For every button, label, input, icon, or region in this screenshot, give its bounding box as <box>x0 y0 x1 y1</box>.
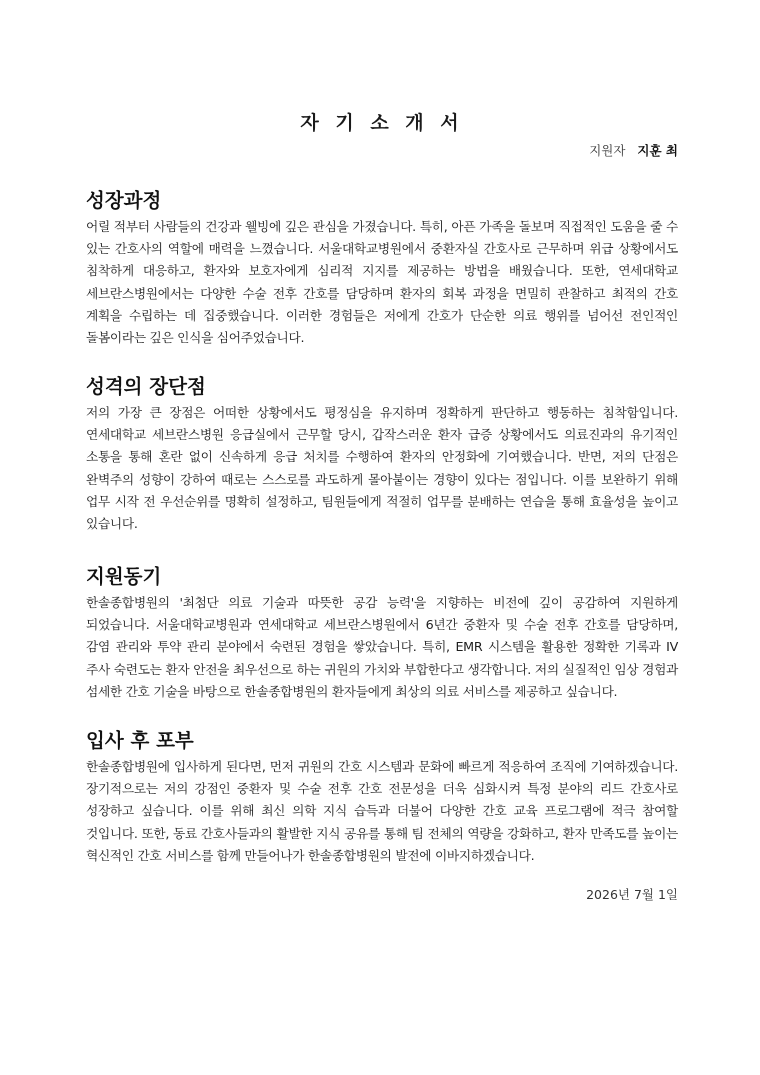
section-aspiration <box>86 725 678 867</box>
section-heading: 입사 후 포부 <box>86 729 194 752</box>
section-heading: 성격의 장단점 <box>86 375 206 398</box>
document-date: 2026년 7월 1일 <box>586 887 678 902</box>
section-motivation <box>86 561 678 703</box>
document-title: 자 기 소 개 서 <box>300 112 464 134</box>
section-growth <box>86 185 678 349</box>
section-body: 한솔종합병원에 입사하게 된다면, 먼저 귀원의 간호 시스템과 문화에 빠르게 적응하여 조직에 기여하겠습니다. 장기적으로는 저의 강점인 중환자 및 수술 전후 간호 전문성을 더욱 심화시켜 특정 분야의 리드 간호사로 성장하고 싶습니다. 이를 위해 최신 의학 지식 습득과 더불어 다양한 간호 교육 프로그램에 적극 참여할 것입니다. 또한, 동료 간호사들과의 활발한 지식 공유를 통해 팀 전체의 역량을 강화하고, 환자 만족도를 높이는 혁신적인 간호 서비스를 함께 만들어나가 한솔종합병원의 발전에 이바지하겠습니다. <box>86 759 678 863</box>
section-heading: 지원동기 <box>86 565 162 588</box>
section-body: 한솔종합병원의 '최첨단 의료 기술과 따뜻한 공감 능력'을 지향하는 비전에 깊이 공감하여 지원하게 되었습니다. 서울대학교병원과 연세대학교 세브란스병원에서 6년간 중환자 및 수술 전후 간호를 담당하며, 감염 관리와 투약 관리 분야에서 숙련된 경험을 쌓았습니다. 특히, EMR 시스템을 활용한 정확한 기록과 IV 주사 숙련도는 환자 안전을 최우선으로 하는 귀원의 가치와 부합한다고 생각합니다. 저의 실질적인 임상 경험과 섬세한 간호 기술을 바탕으로 한솔종합병원의 환자들에게 최상의 의료 서비스를 제공하고 싶습니다. <box>86 595 678 699</box>
section-personality <box>86 371 678 535</box>
applicant-line <box>589 141 678 159</box>
applicant-label: 지원자 <box>589 143 626 158</box>
section-heading: 성장과정 <box>86 189 162 212</box>
section-body: 어릴 적부터 사람들의 건강과 웰빙에 깊은 관심을 가졌습니다. 특히, 아픈 가족을 돌보며 직접적인 도움을 줄 수 있는 간호사의 역할에 매력을 느꼈습니다. 서울대학교병원에서 중환자실 간호사로 근무하며 위급 상황에서도 침착하게 대응하고, 환자와 보호자에게 심리적 지지를 제공하는 방법을 배웠습니다. 또한, 연세대학교 세브란스병원에서는 다양한 수술 전후 간호를 담당하며 환자의 회복 과정을 면밀히 관찰하고 최적의 간호 계획을 수립하는 데 집중했습니다. 이러한 경험들은 저에게 간호가 단순한 의료 행위를 넘어선 전인적인 돌봄이라는 깊은 인식을 심어주었습니다. <box>86 219 678 346</box>
applicant-name: 지훈 최 <box>637 143 678 158</box>
section-body: 저의 가장 큰 장점은 어떠한 상황에서도 평정심을 유지하며 정확하게 판단하고 행동하는 침착함입니다. 연세대학교 세브란스병원 응급실에서 근무할 당시, 갑작스러운 환자 급증 상황에서도 의료진과의 유기적인 소통을 통해 혼란 없이 신속하게 응급 처치를 수행하여 환자의 안정화에 기여했습니다. 반면, 저의 단점은 완벽주의 성향이 강하여 때로는 스스로를 과도하게 몰아붙이는 경향이 있다는 점입니다. 이를 보완하기 위해 업무 시작 전 우선순위를 명확히 설정하고, 팀원들에게 적절히 업무를 분배하는 연습을 통해 효율성을 높이고 있습니다. <box>86 405 678 532</box>
